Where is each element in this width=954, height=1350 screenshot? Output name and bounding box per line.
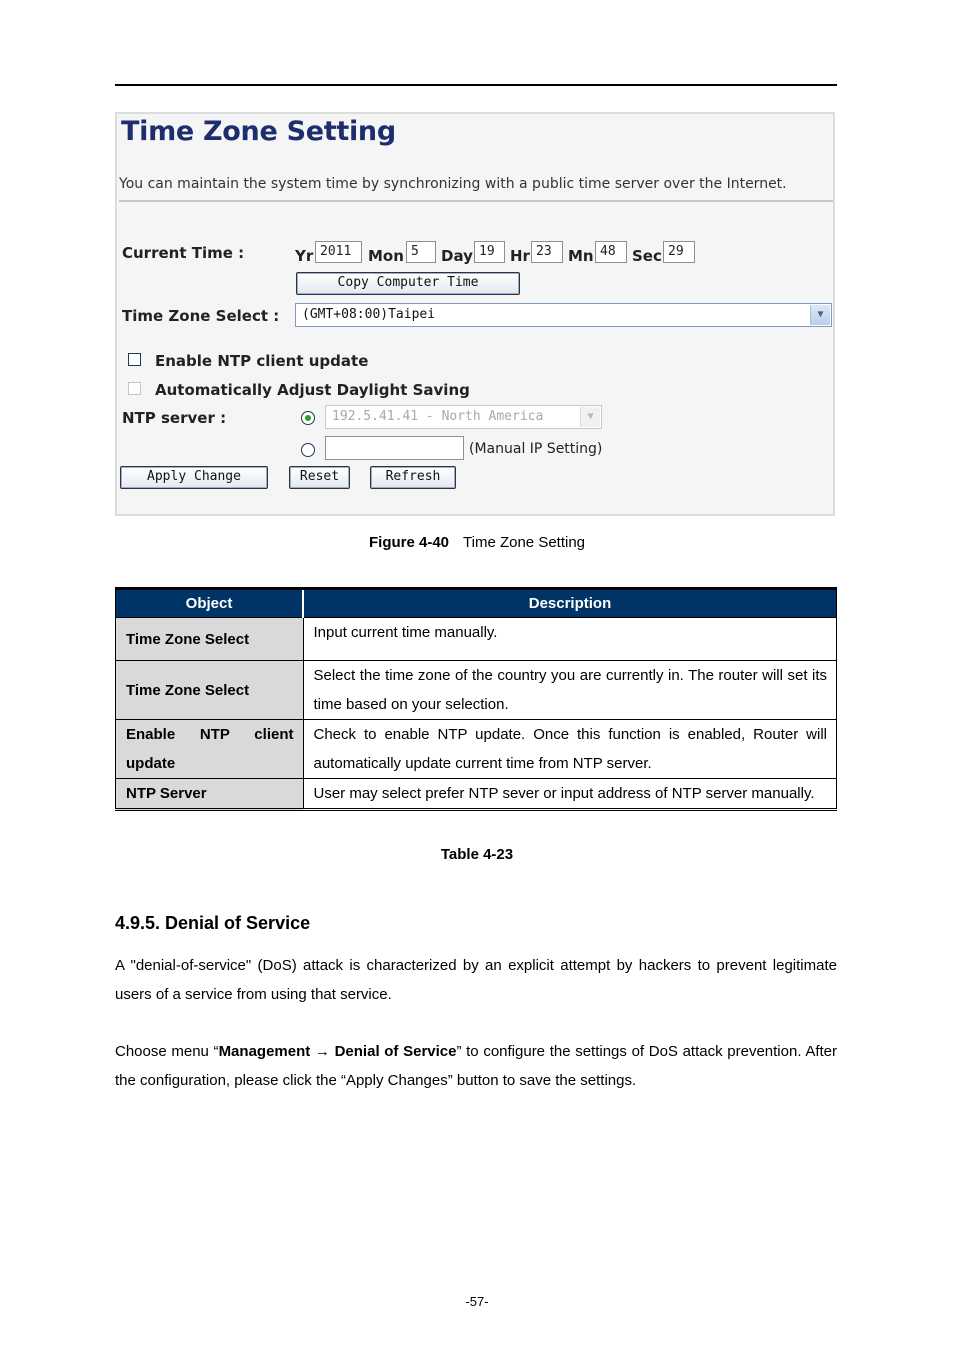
menu-path-denial-of-service: Denial of Service <box>334 1043 457 1060</box>
panel-description: You can maintain the system time by synchronizing with a public time server over the Internet. <box>119 176 787 192</box>
hour-input[interactable]: 23 <box>531 241 563 263</box>
time-zone-select[interactable] <box>295 303 832 327</box>
day-label: Day <box>441 247 473 265</box>
figure-title: Time Zone Setting <box>463 534 586 551</box>
time-zone-setting-screenshot <box>115 112 835 516</box>
object-description-table <box>115 587 837 811</box>
manual-ip-input[interactable] <box>325 436 464 460</box>
table-caption: Table 4-23 <box>440 846 514 863</box>
daylight-saving-checkbox[interactable] <box>128 382 141 395</box>
time-zone-selected-value: (GMT+08:00)Taipei <box>302 307 436 322</box>
table-cell-description: Select the time zone of the country you are currently in. The router will set its time based on your selection. <box>303 661 837 720</box>
reset-button[interactable]: Reset <box>289 466 350 489</box>
page-number: -57- <box>465 1294 489 1309</box>
table-row <box>116 779 837 810</box>
table-row <box>116 618 837 661</box>
arrow-right-icon: → <box>314 1043 330 1060</box>
sec-label: Sec <box>632 247 662 265</box>
table-cell-object: Time Zone Select <box>116 618 304 661</box>
time-zone-select-label: Time Zone Select : <box>122 307 280 325</box>
table-cell-description: Input current time manually. <box>303 618 837 661</box>
current-time-label: Current Time : <box>122 244 245 262</box>
figure-caption <box>0 534 954 551</box>
minute-input[interactable]: 48 <box>595 241 627 263</box>
table-cell-object: Time Zone Select <box>116 661 304 720</box>
section-paragraph: A "denial-of-service" (DoS) attack is characterized by an explicit attempt by hackers to prevent legitimate users of a service from using that service. <box>115 957 837 1003</box>
table-cell-object: NTP Server <box>116 779 304 810</box>
year-input[interactable]: 2011 <box>315 241 362 263</box>
table-cell-object: Enable NTP client update <box>116 720 304 779</box>
chevron-down-icon[interactable]: ▼ <box>810 305 830 325</box>
table-header-object: Object <box>116 589 304 618</box>
para-text: ” to configure the settings of DoS attack prevention. After the configuration, please click the “Apply Changes” button to save the settings. <box>115 1043 838 1089</box>
month-input[interactable]: 5 <box>406 241 436 263</box>
panel-title: Time Zone Setting <box>121 116 396 147</box>
panel-divider <box>119 200 833 202</box>
ntp-server-select[interactable] <box>325 405 602 429</box>
mn-label: Mn <box>568 247 594 265</box>
day-input[interactable]: 19 <box>474 241 505 263</box>
refresh-button[interactable]: Refresh <box>370 466 456 489</box>
enable-ntp-label: Enable NTP client update <box>155 352 369 370</box>
ntp-server-selected-value: 192.5.41.41 - North America <box>332 409 544 424</box>
ntp-manual-radio[interactable] <box>301 443 315 457</box>
enable-ntp-checkbox[interactable] <box>128 353 141 366</box>
table-header-row <box>116 589 837 618</box>
header-rule <box>115 84 837 86</box>
ntp-server-label: NTP server : <box>122 409 227 427</box>
mon-label: Mon <box>368 247 404 265</box>
figure-number: Figure 4-40 <box>368 534 450 551</box>
table-row <box>116 720 837 779</box>
daylight-saving-label: Automatically Adjust Daylight Saving <box>155 381 470 399</box>
yr-label: Yr <box>295 247 314 265</box>
para-text: Choose menu “ <box>115 1043 219 1060</box>
section-paragraph <box>115 1037 837 1095</box>
second-input[interactable]: 29 <box>663 241 695 263</box>
table-header-description: Description <box>303 589 837 618</box>
hr-label: Hr <box>510 247 530 265</box>
table-cell-description: User may select prefer NTP sever or input address of NTP server manually. <box>303 779 837 810</box>
ntp-preset-radio[interactable] <box>301 411 315 425</box>
manual-ip-note: (Manual IP Setting) <box>469 441 603 457</box>
apply-change-button[interactable]: Apply Change <box>120 466 268 489</box>
chevron-down-icon[interactable]: ▼ <box>580 407 600 427</box>
table-cell-description: Check to enable NTP update. Once this function is enabled, Router will automatically update current time from NTP server. <box>303 720 837 779</box>
copy-computer-time-button[interactable]: Copy Computer Time <box>296 272 520 295</box>
section-heading: 4.9.5. Denial of Service <box>115 913 311 933</box>
menu-path-management: Management <box>218 1043 311 1060</box>
table-row <box>116 661 837 720</box>
